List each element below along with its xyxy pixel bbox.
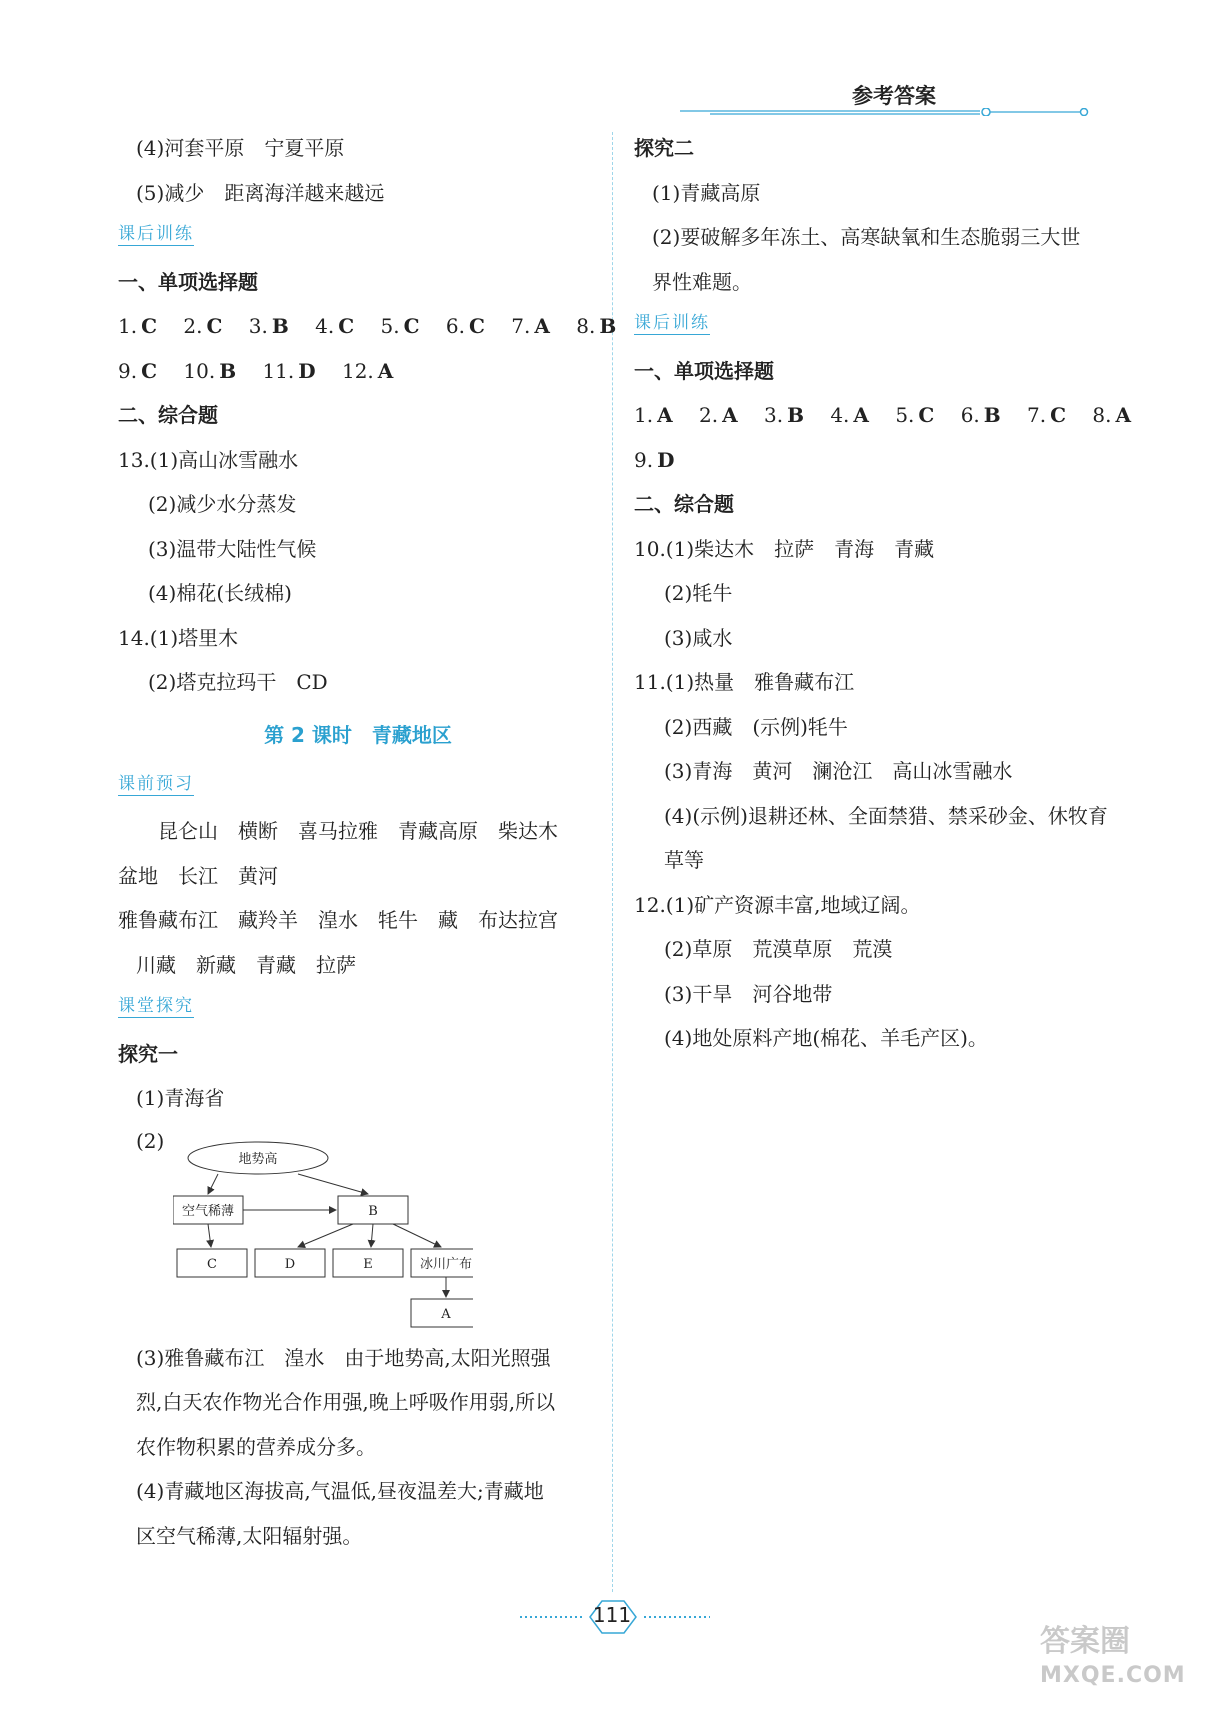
choice-answer: C	[141, 358, 158, 383]
answer-line: (4)(示例)退耕还林、全面禁猎、禁采砂金、休牧育	[664, 803, 1108, 828]
choice-answer: B	[271, 314, 289, 338]
answer-line: (4)青藏地区海拔高,气温低,昼夜温差大;青藏地	[136, 1479, 544, 1503]
question-number: 1.	[118, 314, 138, 338]
choice-answer: A	[722, 403, 738, 427]
answer-line: (3)青海 黄河 澜沧江 高山冰雪融水	[664, 759, 1013, 783]
section-heading: 二、综合题	[118, 403, 218, 427]
answer-line: 区空气稀薄,太阳辐射强。	[136, 1523, 363, 1548]
choice-answer: D	[657, 447, 675, 472]
answer-line: 10.(1)柴达木 拉萨 青海 青藏	[634, 536, 935, 561]
answer-line: 12.(1)矿产资源丰富,地域辽阔。	[634, 892, 921, 917]
node-text: C	[207, 1256, 217, 1272]
answer-line: 14.(1)塔里木	[118, 625, 239, 650]
answer-line: (3)温带大陆性气候	[148, 536, 317, 561]
answer-line: 川藏 新藏 青藏 拉萨	[136, 952, 356, 977]
answer-line: (1)青藏高原	[652, 180, 761, 205]
choice-answer: A	[534, 314, 550, 338]
flow-diagram	[118, 1121, 598, 1336]
question-number: 10.	[183, 358, 216, 383]
question-number: 2.	[183, 314, 203, 338]
choice-answer: C	[338, 314, 355, 338]
answer-line: (5)减少 距离海洋越来越远	[136, 180, 385, 205]
right-column	[634, 126, 1132, 1061]
answer-line: (2)减少水分蒸发	[148, 492, 297, 516]
answer-line: 农作物积累的营养成分多。	[136, 1434, 376, 1459]
arrow	[298, 1224, 353, 1247]
node-text: 地势高	[238, 1151, 278, 1167]
choice-answer: C	[468, 314, 485, 338]
answer-line: (4)河套平原 宁夏平原	[136, 136, 345, 160]
node-text: D	[284, 1256, 296, 1272]
question-number: 3.	[763, 403, 784, 427]
answer-line: 烈,白天农作物光合作用强,晚上呼吸作用弱,所以	[136, 1390, 556, 1414]
question-number: 5.	[895, 403, 915, 427]
choice-row	[634, 393, 1132, 438]
answer-line: (2)牦牛	[664, 581, 733, 605]
arrow	[208, 1174, 218, 1194]
answer-line: (2)草原 荒漠草原 荒漠	[664, 937, 893, 961]
choice-answer: C	[918, 403, 935, 427]
answer-line: 界性难题。	[652, 269, 752, 294]
question-number: 4.	[315, 314, 335, 338]
choice-answer: A	[657, 403, 673, 427]
page-number: 111	[592, 1603, 632, 1627]
question-number: 5.	[380, 314, 400, 338]
question-number: 1.	[634, 403, 654, 427]
watermark-url: MXQE.COM	[1040, 1663, 1186, 1688]
answer-line: 昆仑山 横断 喜马拉雅 青藏高原 柴达木	[158, 819, 558, 843]
answer-line: 11.(1)热量 雅鲁藏布江	[634, 670, 855, 694]
choice-answer: B	[599, 314, 617, 338]
node-text: B	[368, 1203, 378, 1219]
lesson-title: 第 2 课时 青藏地区	[264, 722, 452, 747]
diagram-label: (2)	[136, 1128, 165, 1153]
node-text: E	[363, 1256, 373, 1272]
question-number: 7.	[511, 314, 531, 338]
question-number: 9.	[634, 447, 654, 472]
explore-heading: 探究二	[634, 136, 694, 160]
answer-line: (2)塔克拉玛干 CD	[148, 670, 328, 694]
arrow	[298, 1174, 368, 1194]
question-number: 12.	[341, 358, 374, 383]
page-header-title: 参考答案	[852, 84, 936, 108]
node-text: A	[441, 1306, 451, 1322]
choice-row	[118, 304, 617, 349]
choice-answer: B	[983, 403, 1001, 427]
left-column	[118, 126, 617, 1558]
answer-line: (3)雅鲁藏布江 湟水 由于地势高,太阳光照强	[136, 1345, 551, 1370]
choice-row	[118, 349, 598, 394]
choice-row	[634, 438, 1114, 483]
arrow	[208, 1224, 211, 1247]
explore-heading: 探究一	[118, 1041, 178, 1066]
section-label: 课后训练	[118, 224, 194, 244]
answer-line: (2)西藏 (示例)牦牛	[664, 714, 848, 739]
question-number: 2.	[698, 403, 719, 427]
question-number: 6.	[960, 403, 980, 427]
answer-line: 盆地 长江 黄河	[118, 863, 278, 888]
choice-answer: C	[1050, 403, 1067, 427]
question-number: 6.	[445, 314, 465, 338]
choice-answer: D	[298, 358, 316, 383]
choice-answer: C	[141, 314, 158, 338]
watermark-brand: 答案圈	[1040, 1624, 1130, 1659]
choice-answer: B	[787, 403, 804, 427]
node-text: 冰川广布	[419, 1256, 473, 1272]
answer-line: 雅鲁藏布江 藏羚羊 湟水 牦牛 藏 布达拉宫	[118, 908, 558, 932]
question-number: 11.	[262, 358, 295, 383]
node-text: 空气稀薄	[181, 1203, 235, 1219]
answer-line: (1)青海省	[136, 1086, 225, 1110]
section-heading: 一、单项选择题	[634, 358, 774, 383]
answer-line: (4)地处原料产地(棉花、羊毛产区)。	[664, 1026, 988, 1050]
answer-line: (3)咸水	[664, 625, 733, 650]
answer-line: (2)要破解多年冻土、高寒缺氧和生态脆弱三大世	[652, 225, 1081, 249]
choice-answer: A	[1115, 403, 1132, 427]
section-label: 课前预习	[118, 773, 194, 794]
flow-diagram-svg	[173, 1135, 473, 1335]
choice-answer: C	[403, 314, 420, 338]
arrow	[371, 1224, 373, 1247]
choice-answer: B	[219, 358, 237, 383]
question-number: 8.	[1092, 403, 1112, 427]
section-label: 课堂探究	[118, 996, 194, 1016]
watermark	[1040, 1625, 1186, 1693]
question-number: 3.	[248, 314, 268, 338]
column-divider	[612, 132, 613, 1592]
answer-line: 13.(1)高山冰雪融水	[118, 447, 299, 472]
section-heading: 二、综合题	[634, 492, 734, 516]
header-decoration	[680, 108, 1090, 116]
section-heading: 一、单项选择题	[118, 269, 258, 294]
section-label: 课后训练	[634, 313, 710, 333]
answer-line: (4)棉花(长绒棉)	[148, 581, 292, 605]
answer-line: 草等	[664, 848, 704, 872]
arrow	[393, 1224, 441, 1247]
choice-answer: A	[853, 403, 869, 427]
question-number: 7.	[1027, 403, 1047, 427]
question-number: 8.	[576, 314, 596, 338]
question-number: 4.	[830, 403, 850, 427]
choice-answer: A	[377, 358, 394, 383]
question-number: 9.	[118, 358, 138, 383]
choice-answer: C	[206, 314, 223, 338]
answer-line: (3)干旱 河谷地带	[664, 981, 833, 1006]
